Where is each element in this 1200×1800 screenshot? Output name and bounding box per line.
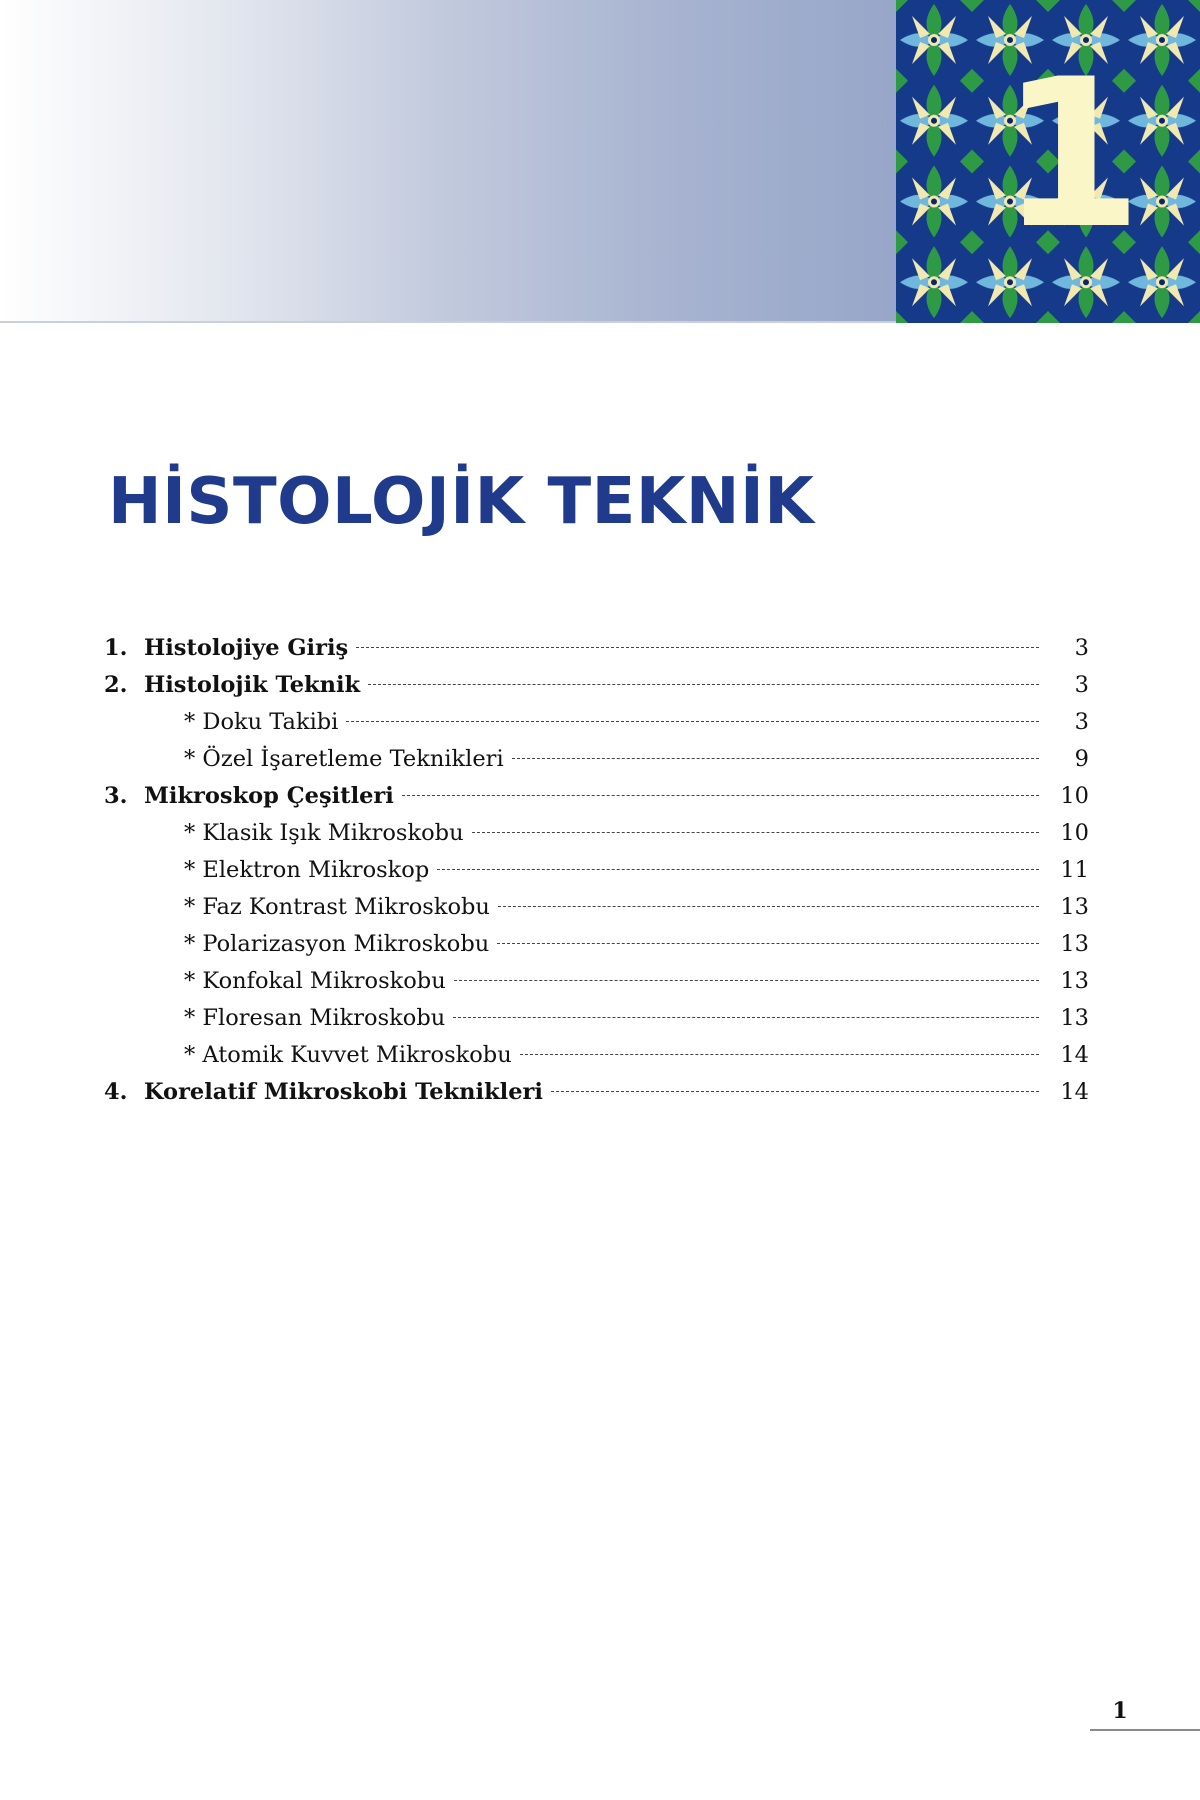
toc-entry-title: Histolojik Teknik: [144, 672, 361, 698]
toc-entry[interactable]: [104, 815, 1089, 852]
chapter-number: 1: [1000, 36, 1143, 274]
toc-entry-page: 14: [1060, 1079, 1089, 1105]
toc-entry-page: 3: [1074, 672, 1089, 698]
toc-entry-title: Histolojiye Giriş: [144, 635, 349, 661]
toc-dot-leader: [356, 647, 1039, 648]
toc-dot-leader: [402, 795, 1039, 796]
toc-dot-leader: [346, 721, 1039, 722]
toc-entry[interactable]: [104, 852, 1089, 889]
toc-entry-title: * Atomik Kuvvet Mikroskobu: [184, 1042, 512, 1068]
toc-entry[interactable]: [104, 778, 1089, 815]
toc-entry-page: 13: [1060, 1005, 1089, 1031]
toc-entry[interactable]: [104, 926, 1089, 963]
toc-entry[interactable]: [104, 1037, 1089, 1074]
header-divider: [0, 321, 896, 323]
toc-entry-page: 13: [1060, 931, 1089, 957]
toc-entry-page: 10: [1060, 783, 1089, 809]
page-number: 1: [1112, 1698, 1128, 1724]
toc-entry-page: 13: [1060, 968, 1089, 994]
toc-entry-page: 14: [1060, 1042, 1089, 1068]
toc-entry[interactable]: [104, 741, 1089, 778]
toc-entry-title: * Faz Kontrast Mikroskobu: [184, 894, 490, 920]
toc-dot-leader: [437, 869, 1039, 870]
table-of-contents: [104, 630, 1089, 1111]
toc-entry[interactable]: [104, 963, 1089, 1000]
toc-entry[interactable]: [104, 889, 1089, 926]
toc-dot-leader: [454, 980, 1039, 981]
toc-entry-page: 11: [1060, 857, 1089, 883]
toc-entry-title: * Floresan Mikroskobu: [184, 1005, 446, 1031]
toc-dot-leader: [453, 1017, 1039, 1018]
toc-entry-number: 3.: [104, 783, 128, 809]
toc-entry[interactable]: [104, 1074, 1089, 1111]
toc-entry-page: 10: [1060, 820, 1089, 846]
toc-entry-title: Mikroskop Çeşitleri: [144, 783, 394, 809]
chapter-title: HİSTOLOJİK TEKNİK: [108, 465, 815, 539]
toc-entry-number: 4.: [104, 1079, 128, 1105]
toc-dot-leader: [551, 1091, 1039, 1092]
toc-dot-leader: [472, 832, 1039, 833]
toc-entry-title: * Polarizasyon Mikroskobu: [184, 931, 490, 957]
toc-dot-leader: [368, 684, 1039, 685]
toc-entry-page: 3: [1074, 709, 1089, 735]
toc-entry-number: 1.: [104, 635, 128, 661]
toc-entry-title: * Klasik Işık Mikroskobu: [184, 820, 464, 846]
toc-dot-leader: [498, 906, 1039, 907]
toc-entry-page: 9: [1074, 746, 1089, 772]
toc-entry[interactable]: [104, 1000, 1089, 1037]
toc-entry[interactable]: [104, 667, 1089, 704]
header-gradient-banner: [0, 0, 896, 323]
toc-entry-page: 13: [1060, 894, 1089, 920]
toc-entry-title: * Elektron Mikroskop: [184, 857, 430, 883]
toc-dot-leader: [497, 943, 1039, 944]
toc-entry-title: * Konfokal Mikroskobu: [184, 968, 446, 994]
toc-entry-page: 3: [1074, 635, 1089, 661]
toc-dot-leader: [512, 758, 1039, 759]
toc-entry-title: * Özel İşaretleme Teknikleri: [184, 746, 504, 772]
footer-rule: [1090, 1729, 1200, 1731]
toc-entry[interactable]: [104, 704, 1089, 741]
toc-entry-title: Korelatif Mikroskobi Teknikleri: [144, 1079, 543, 1105]
toc-entry-title: * Doku Takibi: [184, 709, 339, 735]
toc-dot-leader: [520, 1054, 1039, 1055]
toc-entry-number: 2.: [104, 672, 128, 698]
toc-entry[interactable]: [104, 630, 1089, 667]
